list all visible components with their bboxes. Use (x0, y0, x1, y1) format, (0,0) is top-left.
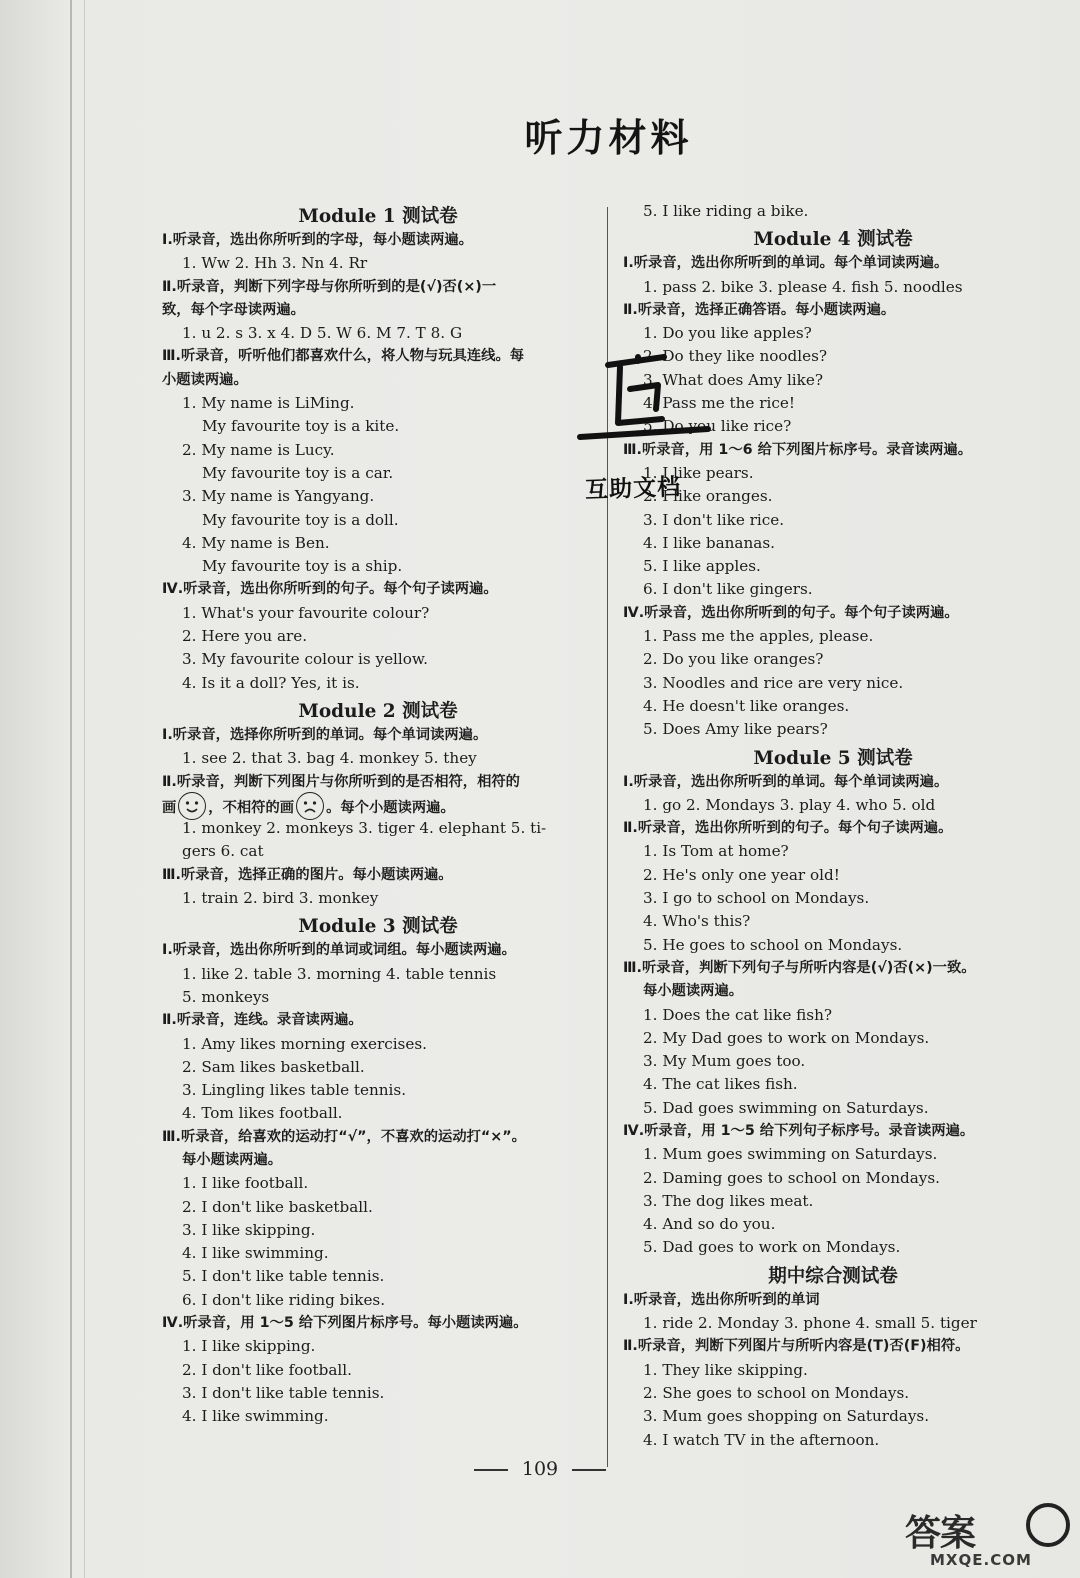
instruction-text: 画 (162, 799, 177, 816)
listening-script-line: 1. like 2. table 3. morning 4. table tennis (182, 964, 497, 983)
question-instruction: Ⅰ.听录音，选出你所听到的字母，每小题读两遍。 (162, 232, 473, 248)
question-instruction: Ⅳ.听录音，选出你所听到的句子。每个句子读两遍。 (623, 604, 959, 621)
listening-script-line: 4. I like swimming. (182, 1244, 329, 1263)
listening-script-line: 5. Do you like rice? (643, 417, 792, 436)
listening-script-line: 1. train 2. bird 3. monkey (182, 889, 379, 908)
listening-script-line: 2. Sam likes basketball. (182, 1057, 365, 1076)
question-instruction: Ⅲ.听录音，听听他们都喜欢什么，将人物与玩具连线。每 (162, 348, 525, 365)
listening-script-line: 3. I don't like table tennis. (182, 1383, 385, 1402)
question-instruction: Ⅰ.听录音，选出你所听到的单词 (623, 1291, 820, 1308)
question-instruction: Ⅱ.听录音，选出你所听到的句子。每个句子读两遍。 (623, 820, 953, 837)
listening-script-line: 1. see 2. that 3. bag 4. monkey 5. they (182, 749, 477, 768)
listening-script-line: My favourite toy is a doll. (202, 510, 399, 529)
listening-script-line: 4. And so do you. (643, 1215, 776, 1234)
page-number-dash-right (572, 1469, 606, 1471)
page-title: 听力材料 (524, 116, 693, 160)
listening-script-line: 4. I like swimming. (182, 1407, 329, 1426)
listening-script-line: 4. Is it a doll? Yes, it is. (182, 673, 360, 692)
listening-script-line: 1. Pass me the apples, please. (643, 627, 874, 646)
question-instruction: Ⅰ.听录音，选出你所听到的单词或词组。每小题读两遍。 (162, 942, 516, 959)
question-instruction: Ⅱ.听录音，选择正确答语。每小题读两遍。 (623, 301, 896, 318)
listening-script-line: 2. He's only one year old! (643, 865, 840, 884)
question-instruction: 每小题读两遍。 (182, 1151, 283, 1168)
listening-script-line: 1. pass 2. bike 3. please 4. fish 5. noodles (643, 277, 963, 296)
question-instruction: Ⅲ.听录音，用 1～6 给下列图片标序号。录音读两遍。 (623, 441, 973, 458)
question-instruction: Ⅱ.听录音，连线。录音读两遍。 (162, 1012, 363, 1029)
sad-face-icon (296, 792, 324, 820)
listening-script-line: 5. He goes to school on Mondays. (643, 935, 903, 954)
listening-script-line: 6. I don't like riding bikes. (182, 1290, 386, 1309)
listening-script-line: 1. Do you like apples? (643, 324, 812, 343)
listening-script-line: 2. I don't like basketball. (182, 1197, 373, 1216)
watermark-logo-chars: 答案 (905, 1513, 976, 1554)
listening-script-line: 4. The cat likes fish. (643, 1075, 798, 1094)
listening-script-line: 2. Daming goes to school on Mondays. (643, 1168, 940, 1187)
listening-script-line: 2. Do they like noodles? (643, 347, 828, 366)
page-number-dash-left (474, 1469, 508, 1471)
listening-script-line: 2. She goes to school on Mondays. (643, 1383, 910, 1402)
watermark-logo-icon (1026, 1503, 1070, 1547)
listening-script-line: 1. u 2. s 3. x 4. D 5. W 6. M 7. T 8. G (182, 324, 463, 343)
smiley-face-icon (178, 792, 206, 820)
section-heading: Module 4 测试卷 (753, 229, 913, 251)
listening-script-line: 3. Noodles and rice are very nice. (643, 673, 904, 692)
listening-script-line: 3. My name is Yangyang. (182, 487, 375, 506)
listening-script-line: 1. Mum goes swimming on Saturdays. (643, 1145, 938, 1164)
question-instruction: Ⅲ.听录音，给喜欢的运动打“√”，不喜欢的运动打“×”。 (162, 1128, 526, 1145)
section-heading: Module 3 测试卷 (298, 916, 458, 938)
listening-script-line: 1. They like skipping. (643, 1360, 808, 1379)
listening-script-line: 2. I don't like football. (182, 1360, 352, 1379)
section-heading: Module 2 测试卷 (298, 700, 458, 722)
listening-script-line: 5. Dad goes swimming on Saturdays. (643, 1098, 929, 1117)
question-instruction: Ⅱ.听录音，判断下列图片与你所听到的是否相符，相符的 (162, 773, 520, 790)
listening-script-line: 5. I like riding a bike. (643, 202, 809, 220)
question-instruction: Ⅳ.听录音，用 1～5 给下列句子标序号。录音读两遍。 (623, 1122, 975, 1139)
section-heading: Module 1 测试卷 (298, 206, 458, 227)
listening-script-line: 3. I like skipping. (182, 1220, 316, 1239)
listening-script-line: gers 6. cat (182, 842, 264, 861)
listening-script-line: 3. My favourite colour is yellow. (182, 650, 428, 669)
binding-gutter-line (70, 0, 72, 1578)
listening-script-line: 2. My name is Lucy. (182, 440, 335, 459)
listening-script-line: 5. I don't like table tennis. (182, 1267, 385, 1286)
page-number (0, 1458, 1080, 1480)
left-column (162, 200, 594, 1429)
question-instruction: Ⅱ.听录音，判断下列图片与所听内容是(T)否(F)相符。 (623, 1338, 970, 1355)
listening-script-line: 4. Pass me the rice! (643, 394, 795, 413)
listening-script-line: 4. Tom likes football. (182, 1104, 343, 1123)
listening-script-line: 3. What does Amy like? (643, 370, 823, 389)
listening-script-line: 1. monkey 2. monkeys 3. tiger 4. elephant 5. ti- (182, 819, 547, 838)
listening-script-line: 5. Dad goes to work on Mondays. (643, 1238, 901, 1257)
listening-script-line: 1. I like skipping. (182, 1337, 316, 1356)
listening-script-line: 3. The dog likes meat. (643, 1191, 814, 1210)
binding-gutter-line-secondary (84, 0, 85, 1578)
listening-script-line: 5. I like apples. (643, 557, 761, 576)
question-instruction: Ⅰ.听录音，选出你所听到的单词。每个单词读两遍。 (623, 255, 949, 272)
question-instruction: Ⅰ.听录音，选择你所听到的单词。每个单词读两遍。 (162, 726, 488, 743)
listening-script-line: 1. Ww 2. Hh 3. Nn 4. Rr (182, 254, 368, 273)
listening-script-line: 3. I go to school on Mondays. (643, 889, 870, 908)
listening-script-line: 2. Do you like oranges? (643, 650, 824, 669)
listening-script-line: 1. Amy likes morning exercises. (182, 1034, 427, 1053)
listening-script-line: 5. monkeys (182, 987, 270, 1006)
question-instruction: Ⅳ.听录音，选出你所听到的句子。每个句子读两遍。 (162, 581, 498, 598)
question-instruction: Ⅲ.听录音，判断下列句子与所听内容是(√)否(×)一致。 (623, 959, 976, 976)
listening-script-line: 1. ride 2. Monday 3. phone 4. small 5. tiger (643, 1314, 977, 1333)
question-instruction: Ⅰ.听录音，选出你所听到的单词。每个单词读两遍。 (623, 773, 949, 790)
watermark-domain: MXQE.COM (930, 1551, 1032, 1569)
instruction-text: ，不相符的画 (208, 799, 295, 816)
listening-script-line: 1. My name is LiMing. (182, 394, 355, 413)
question-instruction: Ⅳ.听录音，用 1～5 给下列图片标序号。每小题读两遍。 (162, 1315, 528, 1332)
stamp-text: 互助文档 (584, 474, 682, 504)
listening-script-line: 3. I don't like rice. (643, 510, 785, 529)
listening-script-line: 5. Does Amy like pears? (643, 720, 828, 739)
listening-script-line: 4. He doesn't like oranges. (643, 696, 850, 715)
listening-script-line: My favourite toy is a car. (202, 463, 394, 482)
listening-script-line: 4. My name is Ben. (182, 533, 330, 552)
instruction-text: 。每个小题读两遍。 (326, 799, 455, 816)
listening-script-line: 1. Is Tom at home? (643, 842, 789, 861)
listening-script-line: 3. Lingling likes table tennis. (182, 1081, 407, 1100)
listening-script-line: 2. My Dad goes to work on Mondays. (643, 1028, 930, 1047)
listening-script-line: 4. I like bananas. (643, 533, 775, 552)
question-instruction: 小题读两遍。 (162, 371, 248, 388)
question-instruction: Ⅱ.听录音，判断下列字母与你所听到的是(√)否(×)一 (162, 278, 497, 295)
section-heading: Module 5 测试卷 (753, 747, 913, 769)
listening-script-line: 4. Who's this? (643, 912, 751, 931)
listening-script-line: 2. I like oranges. (643, 487, 773, 506)
question-instruction: 致，每个字母读两遍。 (162, 301, 305, 318)
listening-script-line: 1. I like pears. (643, 463, 754, 482)
listening-script-line: 1. Does the cat like fish? (643, 1005, 833, 1024)
section-heading: 期中综合测试卷 (768, 1265, 898, 1287)
listening-script-line: 1. What's your favourite colour? (182, 603, 430, 622)
listening-script-line: 2. Here you are. (182, 627, 308, 646)
listening-script-line: 3. My Mum goes too. (643, 1052, 806, 1071)
listening-script-line: 6. I don't like gingers. (643, 580, 813, 599)
question-instruction: Ⅲ.听录音，选择正确的图片。每小题读两遍。 (162, 866, 453, 883)
listening-script-line: 1. go 2. Mondays 3. play 4. who 5. old (643, 795, 936, 814)
listening-script-line: 4. I watch TV in the afternoon. (643, 1430, 880, 1449)
question-instruction-with-faces (162, 794, 594, 817)
listening-script-line: 3. Mum goes shopping on Saturdays. (643, 1407, 930, 1426)
question-instruction: 每小题读两遍。 (643, 983, 744, 1000)
listening-script-line: 1. I like football. (182, 1174, 309, 1193)
listening-script-line: My favourite toy is a ship. (202, 557, 403, 576)
page-number-value: 109 (521, 1458, 559, 1480)
listening-script-line: My favourite toy is a kite. (202, 417, 400, 436)
